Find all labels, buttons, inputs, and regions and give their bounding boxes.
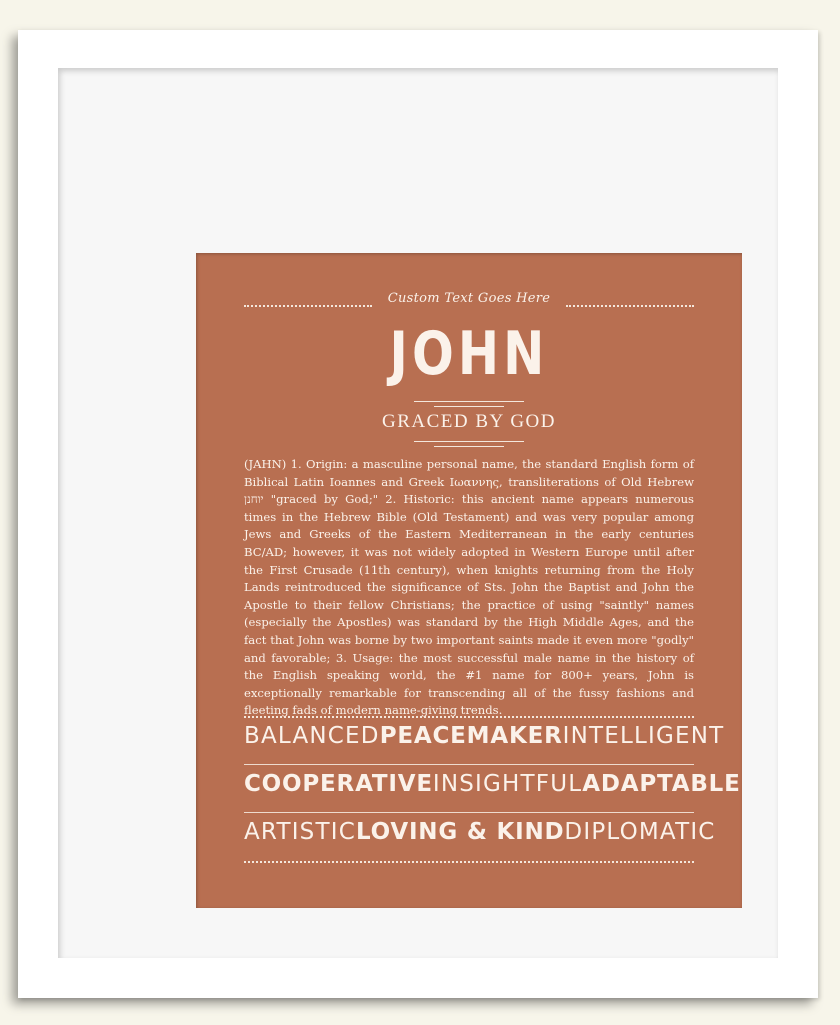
- trait-word: DIPLOMATIC: [564, 819, 716, 845]
- traits-row-1: [244, 723, 725, 757]
- traits-divider-2: [244, 812, 694, 813]
- trait-word: INSIGHTFUL: [432, 771, 583, 797]
- traits-row-3: [244, 819, 716, 853]
- rule-below-meaning-2: [434, 446, 504, 447]
- name-definition: (JAHN) 1. Origin: a masculine personal name, the standard English form of Biblical Latin Ioannes and Greek Ιωαννης, transliterations of Old Hebrew יוחנן "graced by God;" 2. Historic: this ancient name appears numerous times in the Hebrew Bible (Old Testament) and was very popular among Jews and Greeks of the Eastern Mediterranean in the early centuries BC/AD; however, it was not widely adopted in Western Europe until after the First Crusade (11th century), when knights returning from the Holy Lands reintroduced the significance of Sts. John the Baptist and John the Apostle to their fellow Christians; the practice of using "saintly" names (especially the Apostles) was standard by the High Middle Ages, and the fact that John was borne by two important saints made it even more "godly" and favorable; 3. Usage: the most successful male name in the history of the English speaking world, the #1 name for 800+ years, John is exceptionally remarkable for transcending all of the fussy fashions and fleeting fads of modern name-giving trends.: [244, 457, 694, 718]
- name-title: JOHN: [389, 319, 549, 389]
- name-meaning: GRACED BY GOD: [382, 411, 556, 432]
- custom-text: Custom Text Goes Here: [387, 291, 551, 306]
- trait-word: ARTISTIC: [244, 819, 356, 845]
- trait-word: COOPERATIVE: [244, 771, 433, 797]
- trait-word: ADAPTABLE: [582, 771, 741, 797]
- traits-divider-1: [244, 764, 694, 765]
- rule-above-meaning-2: [434, 406, 504, 407]
- rule-above-meaning-1: [414, 401, 524, 402]
- trait-word: BALANCED: [244, 723, 380, 749]
- picture-frame: [18, 30, 818, 998]
- name-print: [196, 253, 742, 908]
- dotted-divider-traits-top: [244, 716, 694, 718]
- rule-below-meaning-1: [414, 441, 524, 442]
- dotted-divider-traits-bottom: [244, 861, 694, 863]
- traits-row-2: [244, 771, 741, 805]
- frame-mat: [58, 68, 778, 958]
- trait-word: INTELLIGENT: [562, 723, 725, 749]
- trait-word: PEACEMAKER: [379, 723, 563, 749]
- trait-word: LOVING & KIND: [355, 819, 565, 845]
